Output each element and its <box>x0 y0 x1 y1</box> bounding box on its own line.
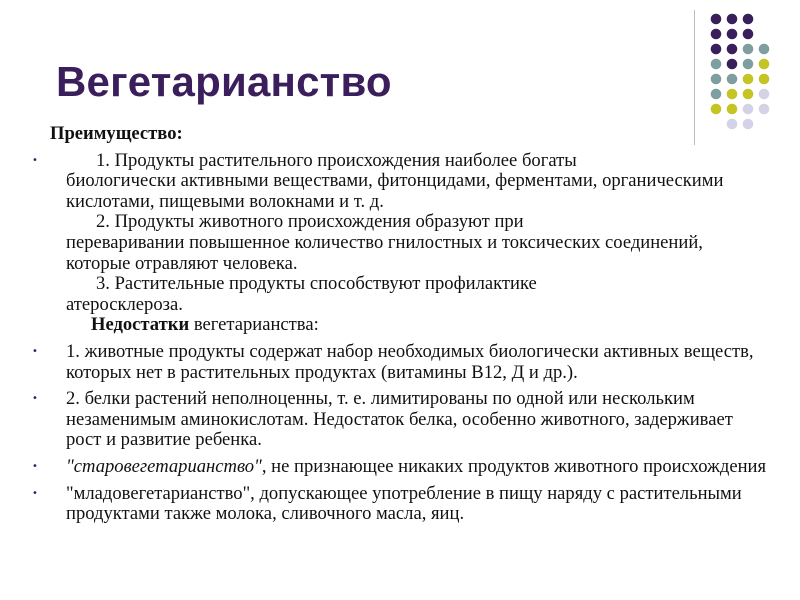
disadvantages-heading-rest: вегетарианства: <box>189 314 319 336</box>
decor-dot <box>743 59 754 70</box>
disadvantages-heading-bold: Недостатки <box>91 314 190 336</box>
advantages-heading: Преимущество: <box>50 123 183 144</box>
advantage-1-continuation: биологически активными веществами, фитонцидами, ферментами, органическими кислотами, пищевыми волокнами и т. д. <box>66 170 724 212</box>
decor-dot <box>759 74 770 85</box>
strict-vegetarianism-item <box>30 457 770 478</box>
advantage-3-continuation: атеросклероза. <box>66 293 183 315</box>
advantage-3-first-line: 3. Растительные продукты способствуют профилактике <box>96 273 537 295</box>
decor-dot <box>727 14 738 25</box>
slide-title: Вегетарианство <box>56 58 392 105</box>
lacto-vegetarianism-item: • "младовегетарианство", допускающее употребление в пищу наряду с растительными продуктами также молока, сливочного масла, яиц. <box>30 484 770 525</box>
decor-dot <box>743 14 754 25</box>
slide-body <box>30 124 770 525</box>
decor-dot <box>727 44 738 55</box>
disadvantage-item-2: • 2. белки растений неполноценны, т. е. лимитированы по одной или нескольким незаменимым аминокислотам. Недостаток белка, особенно животного, задерживает рост и развитие ребенка. <box>30 389 770 451</box>
decor-dot <box>711 104 722 115</box>
advantage-2-first-line: 2. Продукты животного происхождения образуют при <box>96 211 524 233</box>
decor-dot <box>711 74 722 85</box>
disadvantage-item-1: • 1. животные продукты содержат набор необходимых биологически активных веществ, которых нет в растительных продуктах (витамины В12, Д и др.). <box>30 342 770 383</box>
decor-dot <box>727 59 738 70</box>
decor-dot <box>711 29 722 40</box>
decor-dot <box>727 29 738 40</box>
decor-dot <box>711 44 722 55</box>
decor-dot <box>711 59 722 70</box>
decor-dot <box>727 89 738 100</box>
strict-vegetarianism-term: "старовегетарианство" <box>66 455 262 477</box>
decor-dot <box>759 89 770 100</box>
decor-dot <box>759 59 770 70</box>
decor-dot <box>759 104 770 115</box>
decor-dot <box>743 89 754 100</box>
decor-dot <box>743 29 754 40</box>
decor-dot <box>743 74 754 85</box>
decor-dot <box>711 14 722 25</box>
decor-dot <box>711 89 722 100</box>
decor-dot <box>759 44 770 55</box>
advantages-list-item <box>30 151 770 336</box>
decor-dot <box>727 104 738 115</box>
decor-dot <box>743 44 754 55</box>
advantage-2-continuation: переваривании повышенное количество гнилостных и токсических соединений, которые отравляют человека. <box>66 231 703 274</box>
decor-dot <box>727 74 738 85</box>
decor-dot <box>743 104 754 115</box>
advantage-1-first-line: • 1. Продукты растительного происхождения наиболее богаты <box>96 149 577 171</box>
strict-vegetarianism-desc: , не признающее никаких продуктов животного происхождения <box>261 455 767 477</box>
disadvantages-heading <box>66 315 770 336</box>
